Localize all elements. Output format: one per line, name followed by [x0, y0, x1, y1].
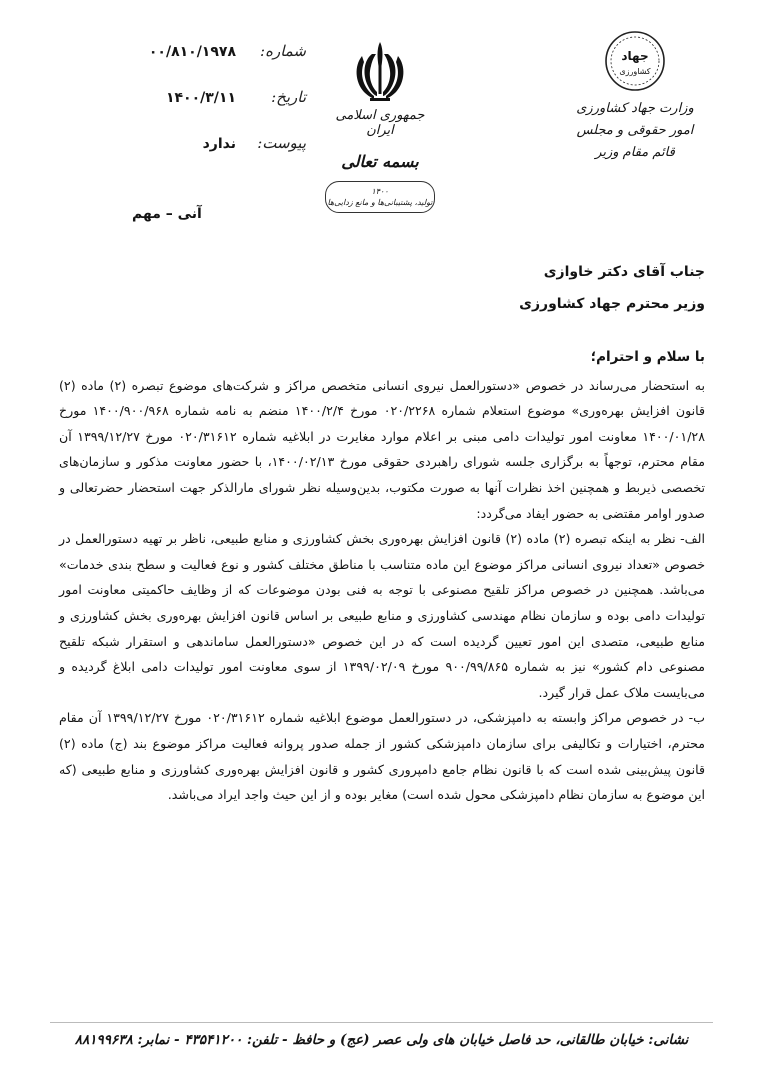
paragraph-a: الف- نظر به اینکه تبصره (۲) ماده (۲) قانون افزایش بهره‌وری بخش کشاورزی و منابع طبیعی، ناظر بر تهیه دستورالعمل در خصوص «تعداد نیروی انسانی مراکز موضوع این ماده متناسب با مناطق مختلف کشور و نوع فعالیت و سطح بندی خدمات» می‌باشد. همچنین در خصوص مراکز تلقیح مصنوعی با توجه به فنی بودن موضوعات که از وظایف حاکمیتی معاونت امور تولیدات دامی بوده و سازمان نظام مهندسی کشاورزی و منابع طبیعی بر اساس قانون افزایش بهره‌وری بخش کشاورزی و منابع طبیعی، متصدی این امور تعیین گردیده است که در این خصوص «دستورالعمل ساماندهی و استقرار شبکه تلقیح مصنوعی دام کشور» نیز به شماره ۹۰۰/۹۹/۸۶۵ مورخ ۱۳۹۹/۰۲/۰۹ از سوی معاونت امور تولیدات دامی ابلاغ گردیده و می‌بایست ملاک عمل قرار گیرد.: [59, 531, 705, 700]
department-name: امور حقوقی و مجلس: [576, 123, 694, 138]
addressee-title: وزیر محترم جهاد کشاورزی: [519, 296, 705, 312]
attachment-value: ندارد: [202, 136, 236, 152]
logo-text-bottom: کشاورزی: [619, 67, 651, 76]
footer-address: نشانی: خیابان طالقانی، حد فاصل خیابان های ولی عصر (عج) و حافظ - تلفن: ۴۳۵۴۱۲۰۰ - نمابر: ۸۸۱۹۹۶۳۸: [74, 1032, 689, 1048]
stamp-year: ۱۴۰۰: [371, 187, 389, 196]
date-label: تاریخ:: [271, 88, 306, 106]
ministry-name: وزارت جهاد کشاورزی: [576, 101, 694, 116]
addressee-block: [105, 256, 705, 320]
footer-divider: [50, 1022, 713, 1023]
national-emblem-block: [320, 38, 440, 213]
number-value: ۰۰/۸۱۰/۱۹۷۸: [148, 44, 236, 60]
stamp-slogan: تولید، پشتیبانی‌ها و مانع زدایی‌ها: [327, 198, 433, 207]
attachment-row: [86, 134, 306, 180]
logo-text-top: جهاد: [621, 49, 649, 63]
paragraph-intro: به استحضار می‌رساند در خصوص «دستورالعمل نیروی انسانی متخصص مراکز و شرکت‌های موضوع تبصره (۲) ماده (۲) قانون افزایش بهره‌وری» موضوع استعلام شماره ۰۲۰/۲۲۶۸ مورخ ۱۴۰۰/۲/۴ منضم به نامه شماره ۱۴۰۰/۹۰۰/۹۶۸ مورخ ۱۴۰۰/۰۱/۲۸ معاونت امور تولیدات دامی مبنی بر اعلام موارد مغایرت در ابلاغیه شماره ۰۲۰/۳۱۶۱۲ مورخ ۱۳۹۹/۱۲/۲۷ آن مقام محترم، توجهاً به برگزاری جلسه شورای راهبردی حقوقی مورخ ۱۴۰۰/۰۲/۱۳، با حضور معاونت مذکور و سازمان‌های تخصصی ذیربط و همچنین اخذ نظرات آنها به صورت مکتوب، بدین‌وسیله نظر شورای مارالذکر جهت استحضار حضرتعالی و صدور اوامر مقتضی به حضور ایفاد می‌گردد:: [59, 377, 706, 521]
republic-title: جمهوری اسلامی ایران: [335, 108, 425, 138]
ministry-block: [560, 30, 710, 164]
urgency-note: آنی – مهم: [132, 206, 202, 222]
ministry-logo-icon: [604, 30, 666, 92]
salutation: با سلام و احترام؛: [590, 349, 705, 365]
date-value: ۱۴۰۰/۳/۱۱: [165, 90, 236, 106]
attachment-label: پیوست:: [257, 134, 306, 152]
letter-body: [59, 345, 705, 808]
date-row: [86, 88, 306, 134]
deputy-title: قائم مقام وزیر: [595, 145, 675, 160]
year-slogan-stamp: [325, 181, 435, 213]
number-label: شماره:: [260, 42, 306, 60]
ministry-lines: [560, 98, 710, 164]
addressee-name: جناب آقای دکتر خاوازی: [543, 264, 705, 280]
bismillah-text: بسمه تعالی: [341, 152, 419, 171]
number-row: [86, 42, 306, 88]
letter-metadata: [86, 42, 306, 180]
paragraph-b: ب- در خصوص مراکز وابسته به دامپزشکی، در دستورالعمل موضوع ابلاغیه شماره ۰۲۰/۳۱۶۱۲ مورخ ۱۳۹۹/۱۲/۲۷ آن مقام محترم، اختیارات و تکالیفی برای سازمان دامپزشکی کشور از جمله صدور پروانه فعالیت مراکز موضوع بند (ج) ماده (۲) قانون پیش‌بینی شده است که با قانون نظام جامع دامپروری کشور و قانون افزایش بهره‌وری کشاورزی و منابع طبیعی (که این موضوع به سازمان نظام دامپزشکی محول شده است) مغایر بوده و از این حیث واجد ایراد می‌باشد.: [59, 710, 705, 803]
iran-emblem-icon: [350, 38, 410, 104]
